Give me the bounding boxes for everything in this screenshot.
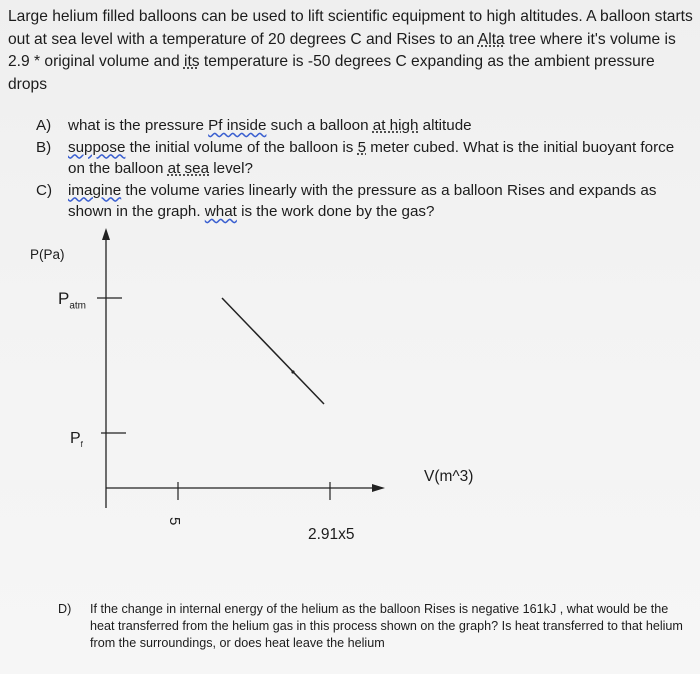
intro-its: its	[183, 53, 200, 71]
question-b-text-1: the initial volume of the balloon is	[125, 138, 358, 156]
question-b-text-2: meter cubed. What is the initial buoyant force on the balloon	[68, 138, 675, 177]
question-b-at-sea: at sea	[167, 160, 210, 177]
p-atm-subscript: atm	[69, 300, 87, 312]
question-a-label: A)	[36, 117, 52, 134]
question-c-label: C)	[36, 181, 53, 199]
question-d	[58, 601, 690, 652]
question-c-what: what	[204, 203, 237, 220]
p-atm-label	[58, 289, 86, 311]
p-f-label	[70, 430, 83, 449]
p-atm-symbol: P	[58, 289, 70, 308]
y-axis-arrow-icon	[102, 228, 110, 240]
question-b-suppose: suppose	[68, 138, 126, 156]
question-c-text-2: is the work done by the gas?	[236, 203, 435, 220]
question-a-text-2: such a balloon	[266, 117, 373, 134]
question-a-text-3: altitude	[418, 117, 472, 134]
tick-5-label: 5	[166, 517, 183, 526]
question-b-five: 5	[357, 138, 367, 156]
y-axis-label: P(Pa)	[30, 247, 65, 262]
question-c-text-1: the volume varies linearly with the pressure as a balloon Rises and expands as shown in the graph.	[68, 181, 657, 220]
p-f-symbol: P	[70, 430, 81, 447]
question-a-text-1: what is the pressure	[68, 117, 209, 134]
x-axis-arrow-icon	[372, 484, 385, 492]
question-a-pf-inside: Pf inside	[208, 117, 267, 134]
intro-text-2: tree where it's volume is 2.9 * original volume and	[8, 30, 676, 71]
intro-text-1: Large helium filled balloons can be used to lift scientific equipment to high altitudes. A balloon starts out at sea level with a temperature of 20 degrees C and Rises to an	[8, 8, 693, 48]
intro-alta: Alta	[477, 30, 505, 48]
question-b-label: B)	[36, 138, 52, 156]
question-d-text: If the change in internal energy of the helium as the balloon Rises is negative 161kJ , what would be the heat transferred from the helium gas in this process shown on the graph? Is heat transferred to that helium from the surroundings, or does heat leave the helium	[90, 602, 683, 650]
x-axis-label: V(m^3)	[424, 468, 474, 485]
question-d-label: D)	[58, 602, 72, 616]
tick-291-label: 2.91x5	[308, 526, 355, 543]
process-line	[222, 298, 324, 404]
p-f-subscript: f	[80, 440, 83, 450]
question-c-imagine: imagine	[68, 181, 122, 199]
intro-text-3: temperature is -50 degrees C expanding as the ambient pressure drops	[8, 53, 655, 93]
process-point	[291, 370, 294, 373]
question-a-at-high: at high	[372, 117, 419, 134]
question-b-text-3: level?	[209, 160, 253, 177]
